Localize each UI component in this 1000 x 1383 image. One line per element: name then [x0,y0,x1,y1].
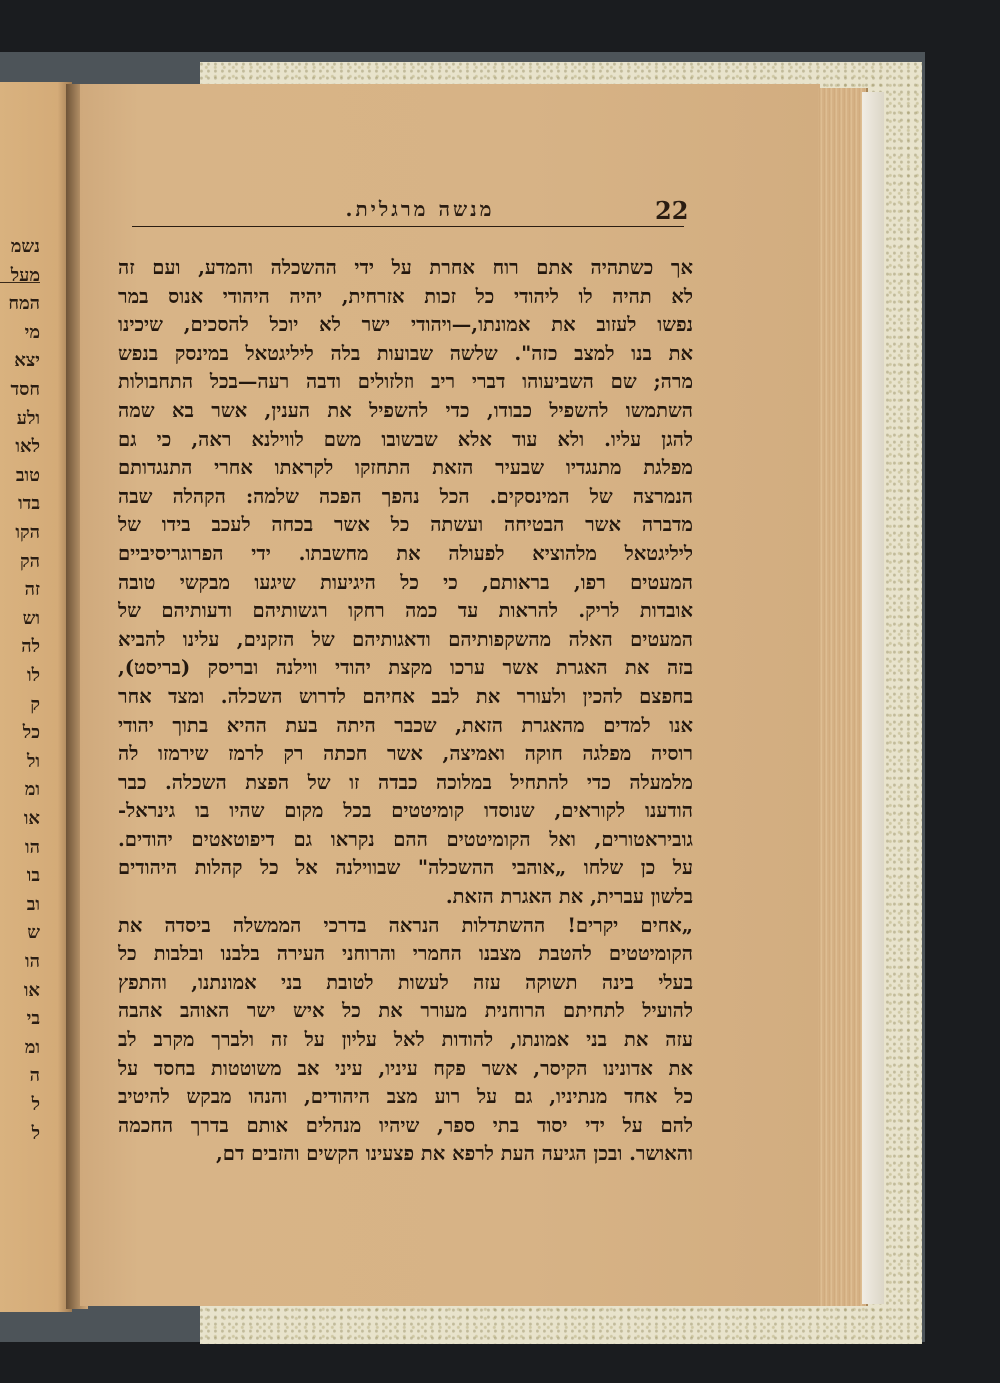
text-line: לא תהיה לו ליהודי כל זכות אזרחית, יהיה היהודי אנוס במר [118,284,693,308]
page-edges [818,88,868,1306]
left-page-fragment: יצא [14,350,40,372]
left-page-fragment: בי [26,1008,40,1030]
left-page-fragment: טוב [15,464,40,486]
text-line: מפלגת מתנגדיו שבעיר הזאת התחזקו לקראתו אחרי התנגדותם [118,456,693,480]
left-page-fragment: לה [21,636,40,658]
page-number: 22 [655,196,689,225]
text-line: גוביראטורים, ואל הקומיטטים ההם נקראו גם דיפוטאטים יהודים. [118,827,693,851]
left-page-fragment: ל [31,1122,40,1144]
left-page-fragment: ולע [16,407,40,429]
left-page-fragment: ומ [24,1036,40,1058]
text-line: השתמשו להשפיל כבודו, כדי להשפיל את הענין, אשר בא שמה [118,398,693,422]
text-line: רוסיה מפלגה חוקה ואמיצה, אשר חכתה רק לרמז שירמזו לה [118,742,693,766]
text-line: אך כשתהיה אתם רוח אחרת על ידי ההשכלה והמדע, ועם זה [118,256,693,279]
text-line: עזה את בני אמונתו, להודות לאל עליון על זה ולברך מקרב לב [118,1028,693,1052]
text-line: ליליגטאל מלהוציא לפעולה את מחשבתו. ידי הפרוגריסיביים [118,541,693,565]
body-text [118,254,693,1169]
text-line: אנו למדים מהאגרת הזאת, שכבר היתה בעת ההיא בתוך יהודי [118,713,693,737]
left-page-fragment: ומ [24,779,40,801]
left-page-fragment: מי [24,321,40,343]
left-page-fragment: מעל [10,264,40,286]
text-line: מדברה אשר הבטיחה ועשתה כל אשר בכחה לעכב בידו של [118,513,693,537]
left-page-fragment: בו [26,865,40,887]
left-page-fragment: ק [30,693,40,715]
left-page-fragment: ול [26,750,40,772]
header-rule [132,226,684,227]
text-line: מלמעלה כדי להתחיל במלוכה כבדה זו של הפצת השכלה. כבר [118,770,693,794]
left-page-fragment: הו [25,836,40,858]
left-page-fragment: לו [26,665,40,686]
left-page-fragment: הקו [15,522,40,543]
text-line: בלשון עברית, את האגרת הזאת. [445,885,693,909]
left-page [0,82,72,1312]
left-page-fragment: המח [8,293,40,315]
text-line: אובדות לריק. להראות עד כמה רחקו רגשותיהם ודעותיהם של [118,599,693,623]
text-line: על כן שלחו „אוהבי ההשכלה" שבווילנה אל כל קהלות היהודים [118,856,693,880]
left-page-fragment: חסד [10,379,40,400]
text-line: כל אחד מנתיניו, גם על רוע מצב היהודים, והנהו מבקש להיטיב [118,1085,693,1109]
text-line: בחפצם להכין ולעורר את לבב אחיהם לדרוש השכלה. ומצד אחר [118,684,693,708]
left-page-fragment: הק [20,550,40,572]
text-line: המעטים האלה מהשקפותיהם ודאגותיהם של הזקנים, עלינו להביא [118,627,693,651]
left-page-fragment: או [23,808,40,829]
text-line: להועיל לתחיתם הרוחנית מעורר את כל איש ישר האוהב אהבה [118,999,693,1023]
text-line: להם על ידי יסוד בתי ספר, שיהיו מנהלים אותם בדרך החכמה [118,1113,693,1137]
text-line: „אחים יקרים! ההשתדלות הנראה בדרכי הממשלה ביסדה את [118,913,693,937]
left-page-fragment: הו [25,951,40,972]
left-page-fragment: כל [22,722,40,744]
text-line: בזה את האגרת אשר ערכו מקצת יהודי ווילנה ובריסק (בריסט), [118,656,693,680]
text-line: המעטים רפו, בראותם, כי כל היגיעות שיגעו מבקשי טובה [118,570,693,594]
text-line: את אדונינו הקיסר, אשר פקח עיניו, עיני אב משוטטות בחסד על [118,1056,693,1080]
text-line: להגן עליו. ולא עוד אלא שבשובו משם לווילנא ראה, כי גם [118,427,693,451]
left-page-fragment: לאו [15,436,40,458]
text-line: והאושר. ובכן הגיעה העת לרפא את פצעינו הקשים והזבים דם, [216,1142,693,1166]
left-page-fragment: ש [27,922,40,944]
left-page-fragment: נשמ [10,236,40,257]
left-page-fragment: וב [26,893,40,915]
left-page-fragment: או [23,979,40,1001]
text-line: נפשו לעזוב את אמונתו,—ויהודי ישר לא יוכל להסכים, שיכינו [118,313,693,337]
left-page-fragment: ה [29,1065,40,1087]
left-page-fragment: זה [24,579,40,601]
left-page-fragment: וש [22,607,40,629]
running-head: מנשה מרגלית. [345,197,495,221]
text-line: מרה; שם השביעוהו דברי ריב וזלזולים ודבה רעה—בכל התחבולות [118,370,693,394]
left-page-fragment: ל [31,1094,40,1115]
text-line: את בנו למצב כזה". שלשה שבועות בלה ליליגטאל במינסק בנפש [118,341,693,365]
text-line: בעלי בינה תשוקה עזה לעשות לטובת בני אמונתנו, והתפץ [118,970,693,994]
flyleaf [862,92,884,1304]
text-line: הודענו לקוראים, שנוסדו קומיטטים בכל מקום שהיו בו גינראל- [118,799,693,823]
left-page-fragment: בדו [18,493,40,515]
text-line: הנמרצה של המינסקים. הכל נהפך הפכה שלמה: הקהלה שבה [118,484,693,508]
text-line: הקומיטטים להטבת מצבנו החמרי והרוחני העירה בלבנו ובלבות כל [118,942,693,966]
